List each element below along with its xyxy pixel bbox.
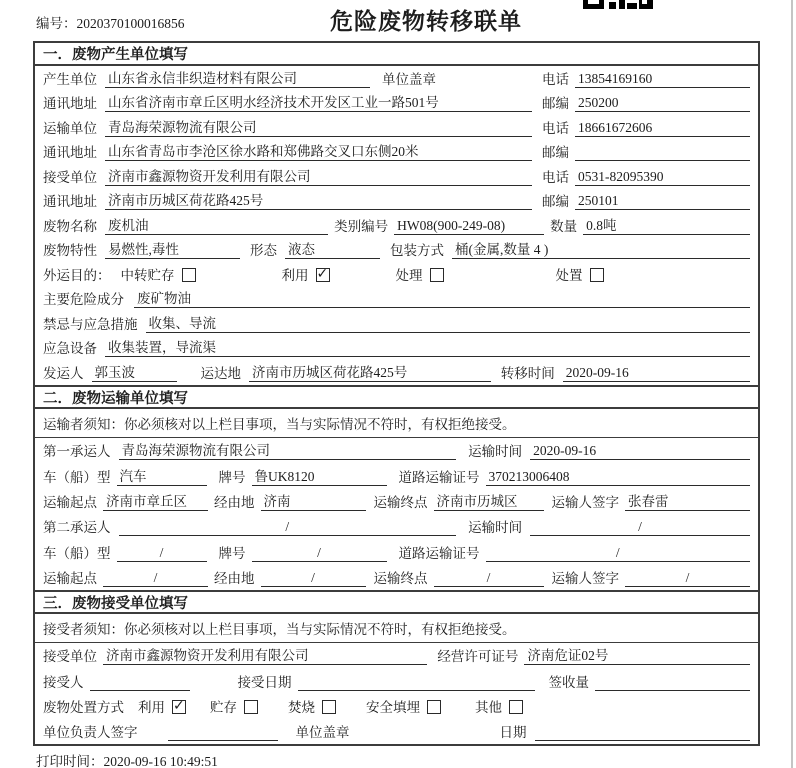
disposal-option-label: 安全填埋	[366, 699, 420, 715]
category-label: 类别编号	[334, 218, 389, 234]
waste-name-row	[35, 213, 758, 238]
page-title: 危险废物转移联单	[330, 8, 522, 34]
addr2-value: 山东省青岛市李沧区徐水路和郑佛路交叉口东侧20米	[105, 140, 532, 161]
permit-value: 济南危证02号	[524, 644, 750, 665]
transfer-time-label: 转移时间	[500, 365, 555, 381]
unit-seal3-label: 单位盖章	[295, 725, 350, 740]
print-time-label: 打印时间：	[36, 754, 104, 768]
emergency-equipment-row	[35, 336, 758, 361]
consignor-label: 发运人	[43, 365, 84, 381]
phone1-label: 电话	[542, 71, 569, 87]
receiver-row	[35, 164, 758, 189]
vehicle1-value: 汽车	[117, 465, 207, 486]
head-sign-value	[168, 724, 278, 741]
phone1-value: 13854169160	[575, 71, 750, 88]
zip1-group	[542, 92, 750, 112]
document-number	[36, 12, 185, 32]
phone1-group	[542, 68, 750, 88]
unit-seal-label: 单位盖章	[382, 71, 436, 87]
responsible-sign-row	[35, 719, 758, 744]
purpose-option-utilize	[282, 264, 330, 284]
producer-value: 山东省永信非织造材料有限公司	[105, 67, 370, 88]
purpose-option-treat	[396, 264, 444, 284]
origin2-label: 运输起点	[43, 570, 97, 586]
phone3-group	[542, 166, 750, 186]
section3-body	[35, 643, 758, 744]
equipment-value: 收集装置，导流渠	[105, 336, 750, 357]
phone2-group	[542, 117, 750, 137]
transport-time1-value: 2020-09-16	[530, 443, 750, 460]
consignor-row	[35, 360, 758, 385]
via1-label: 经由地	[214, 494, 255, 510]
phone3-label: 电话	[542, 169, 569, 185]
disposal-option-label: 利用	[138, 699, 165, 715]
checkbox-dispose	[590, 268, 604, 282]
checkbox-utilize	[316, 268, 330, 282]
origin2-value: /	[103, 570, 208, 587]
carrier2-label: 第二承运人	[43, 520, 111, 536]
producer-label: 产生单位	[43, 71, 97, 87]
license2-value: /	[486, 545, 751, 562]
checkbox-transfer-storage	[182, 268, 196, 282]
disposal-option-label: 贮存	[210, 699, 237, 715]
sign-qty-label: 签收量	[548, 674, 589, 690]
destination-label: 运达地	[200, 365, 241, 381]
vehicle2-label: 车（船）型	[43, 545, 111, 561]
hazard-label: 主要危险成分	[43, 292, 124, 308]
date-value	[535, 724, 751, 741]
via2-value: /	[261, 570, 366, 587]
phone2-label: 电话	[542, 120, 569, 136]
zip2-label: 邮编	[542, 145, 569, 161]
checkbox-disposal-storage	[244, 700, 258, 714]
purpose-option-dispose	[556, 264, 604, 284]
end1-value: 济南市历城区	[434, 490, 544, 511]
consignor-value: 郭玉波	[92, 361, 177, 382]
acceptor-value	[90, 674, 190, 691]
hazard-component-row	[35, 287, 758, 312]
addr3-value: 济南市历城区荷花路425号	[105, 189, 532, 210]
vehicle1-label: 车（船）型	[43, 469, 111, 485]
purpose-option-label: 中转贮存	[120, 267, 175, 283]
taboo-label: 禁忌与应急措施	[43, 316, 138, 332]
disposal-option-landfill	[366, 696, 441, 716]
checkbox-disposal-utilize	[172, 700, 186, 714]
category-value: HW08(900-249-08)	[394, 218, 544, 235]
transfer-purpose-row	[35, 262, 758, 287]
accept-date-value	[298, 674, 535, 691]
disposal-option-other	[475, 696, 523, 716]
disposal-option-storage	[210, 696, 258, 716]
accept-date-label: 接受日期	[237, 674, 292, 690]
permit-label: 经营许可证号	[437, 649, 519, 665]
purpose-label: 外运目的：	[43, 267, 111, 283]
purpose-option-label: 利用	[281, 267, 309, 283]
license1-value: 370213006408	[486, 469, 751, 486]
character-value: 易燃性,毒性	[105, 238, 240, 259]
vehicle2-value: /	[117, 545, 207, 562]
packing-value: 桶(金属,数量 4 )	[452, 238, 750, 259]
vehicle2-row	[35, 539, 758, 564]
accept-unit-row	[35, 643, 758, 668]
producer-address-row	[35, 91, 758, 116]
qr-code-fragment-icon	[583, 0, 653, 9]
section2-body	[35, 438, 758, 590]
section2-heading: 二．废物运输单位填写	[35, 385, 758, 409]
phone2-value: 18661672606	[575, 120, 750, 137]
disposal-option-utilize	[138, 696, 186, 716]
document-number-label: 编号：	[36, 16, 77, 31]
carrier1-label: 第一承运人	[43, 444, 111, 460]
checkbox-treat	[430, 268, 444, 282]
section1-heading: 一．废物产生单位填写	[35, 43, 758, 66]
print-time-value: 2020-09-16 10:49:51	[103, 754, 218, 768]
disposal-option-incinerate	[288, 696, 336, 716]
vehicle1-row	[35, 463, 758, 488]
form-label: 形态	[250, 243, 277, 259]
destination-value: 济南市历城区荷花路425号	[249, 361, 491, 382]
zip3-label: 邮编	[542, 194, 569, 210]
carrier1-row	[35, 438, 758, 463]
transfer-time-value: 2020-09-16	[563, 365, 750, 382]
taboo-measures-row	[35, 311, 758, 336]
plate1-label: 牌号	[218, 469, 246, 485]
origin1-value: 济南市章丘区	[103, 490, 208, 511]
transporter-row	[35, 115, 758, 140]
section1-body	[35, 66, 758, 385]
carrier1-value: 青岛海荣源物流有限公司	[119, 439, 457, 460]
sign1-value: 张春雷	[625, 490, 750, 511]
phone3-value: 0531-82095390	[575, 169, 750, 186]
origin1-label: 运输起点	[43, 494, 97, 510]
section3-notice: 接受者须知：你必须核对以上栏目事项，当与实际情况不符时，有权拒绝接受。	[35, 614, 758, 643]
acceptor-label: 接受人	[43, 674, 84, 690]
accept-unit-value: 济南市鑫源物资开发利用有限公司	[103, 644, 427, 665]
print-time	[36, 750, 218, 768]
head-sign-label: 单位负责人签字	[43, 725, 138, 740]
carrier2-value: /	[119, 519, 457, 536]
route2-row	[35, 565, 758, 590]
producer-row	[35, 66, 758, 91]
date-label: 日期	[499, 725, 527, 740]
plate2-label: 牌号	[218, 545, 246, 561]
character-label: 废物特性	[43, 243, 97, 259]
zip1-label: 邮编	[542, 96, 569, 112]
transport-time2-label: 运输时间	[468, 520, 523, 536]
carrier2-row	[35, 514, 758, 539]
section2-notice: 运输者须知：你必须核对以上栏目事项，当与实际情况不符时，有权拒绝接受。	[35, 409, 758, 438]
receiver-label: 接受单位	[43, 169, 97, 185]
addr1-label: 通讯地址	[43, 96, 97, 112]
zip3-value: 250101	[575, 193, 750, 210]
transport-time1-label: 运输时间	[468, 444, 523, 460]
disposal-option-label: 其他	[475, 699, 502, 715]
document-number-value: 2020370100016856	[76, 16, 185, 31]
manifest-table	[33, 41, 760, 746]
accept-unit-label: 接受单位	[43, 649, 97, 665]
via2-label: 经由地	[214, 570, 255, 586]
zip3-group	[542, 190, 750, 210]
transporter-value: 青岛海荣源物流有限公司	[105, 116, 532, 137]
purpose-option-label: 处置	[555, 267, 583, 283]
transport-time2-value: /	[530, 519, 750, 536]
sign1-label: 运输人签字	[551, 494, 619, 510]
route1-row	[35, 489, 758, 514]
via1-value: 济南	[261, 490, 366, 511]
equipment-label: 应急设备	[43, 341, 97, 357]
checkbox-disposal-other	[509, 700, 523, 714]
end1-label: 运输终点	[373, 494, 428, 510]
zip2-value	[575, 144, 750, 161]
transporter-address-row	[35, 140, 758, 165]
end2-value: /	[434, 570, 544, 587]
purpose-option-transfer-storage	[121, 264, 196, 284]
transporter-label: 运输单位	[43, 120, 97, 136]
plate2-value: /	[252, 545, 387, 562]
quantity-value: 0.8吨	[583, 214, 750, 235]
taboo-value: 收集、导流	[146, 312, 751, 333]
license2-label: 道路运输证号	[398, 545, 480, 561]
addr3-label: 通讯地址	[43, 194, 97, 210]
quantity-label: 数量	[550, 218, 578, 234]
disposal-label: 废物处置方式	[43, 699, 124, 715]
checkbox-disposal-landfill	[427, 700, 441, 714]
disposal-method-row	[35, 694, 758, 719]
zip2-group	[542, 141, 750, 161]
sign2-value: /	[625, 570, 750, 587]
receiver-value: 济南市鑫源物资开发利用有限公司	[105, 165, 532, 186]
waste-character-row	[35, 238, 758, 263]
plate1-value: 鲁UK8120	[252, 465, 387, 486]
waste-name-value: 废机油	[105, 214, 328, 235]
addr2-label: 通讯地址	[43, 145, 97, 161]
sign-qty-value	[595, 674, 750, 691]
addr1-value: 山东省济南市章丘区明水经济技术开发区工业一路501号	[105, 91, 532, 112]
purpose-option-label: 处理	[395, 267, 423, 283]
packing-label: 包装方式	[390, 243, 444, 259]
page-edge-line	[791, 0, 793, 768]
disposal-option-label: 焚烧	[288, 699, 315, 715]
waste-name-label: 废物名称	[43, 218, 97, 234]
acceptor-row	[35, 668, 758, 693]
sign2-label: 运输人签字	[551, 570, 619, 586]
zip1-value: 250200	[575, 95, 750, 112]
end2-label: 运输终点	[373, 570, 428, 586]
license1-label: 道路运输证号	[398, 469, 480, 485]
section3-heading: 三．废物接受单位填写	[35, 590, 758, 614]
checkbox-disposal-incinerate	[322, 700, 336, 714]
form-value: 液态	[285, 238, 380, 259]
hazard-value: 废矿物油	[134, 287, 750, 308]
receiver-address-row	[35, 189, 758, 214]
